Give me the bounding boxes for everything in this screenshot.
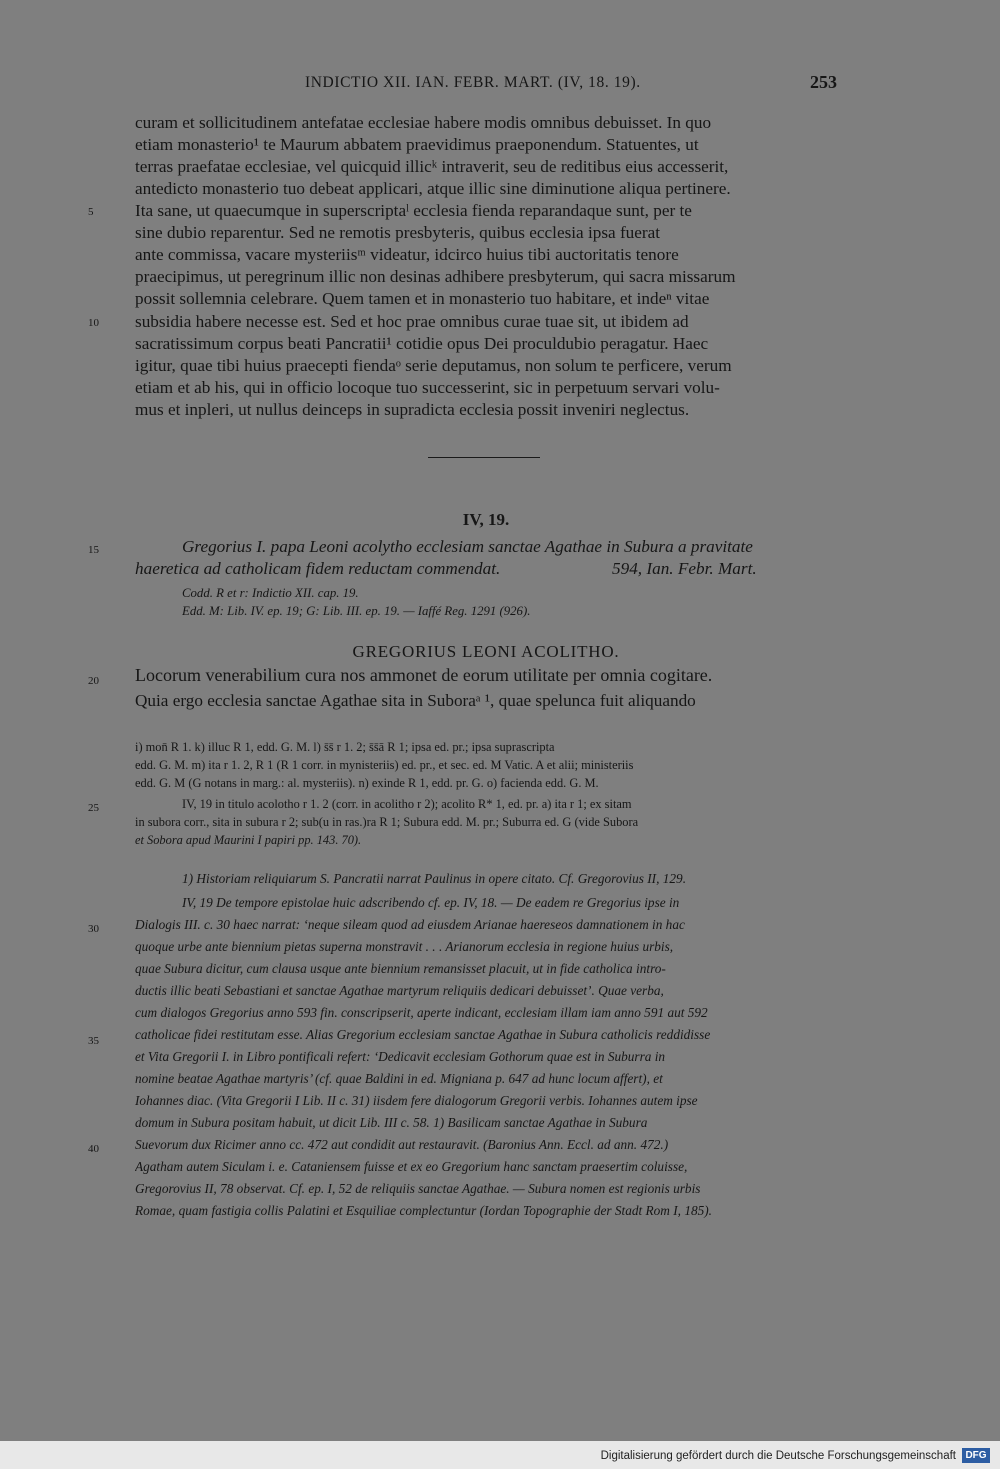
apparatus-line: in subora corr., sita in subura r 2; sub(u in ras.)ra R 1; Subura edd. M. pr.; Suburra ed. G (vide Subora (135, 815, 639, 829)
commentary-line: Gregorovius II, 78 observat. Cf. ep. I, 52 de reliquiis sanctae Agathae. — Subura nomen est regionis urbis (135, 1181, 701, 1196)
text-line: ante commissa, vacare mysteriisᵐ videatur, idcirco huius tibi auctoritatis tenore (135, 245, 679, 264)
running-title: INDICTIO XII. IAN. FEBR. MART. (IV, 18. 19). (305, 74, 641, 91)
text-line: subsidia habere necesse est. Sed et hoc prae omnibus curae tuae sit, ut ibidem ad (135, 312, 689, 331)
commentary-line: quae Subura dicitur, cum clausa usque ante biennium remansisset placuit, ut in fide catholica intro- (135, 961, 666, 976)
commentary-line: Suevorum dux Ricimer anno cc. 472 aut condidit aut restauravit. (Baronius Ann. Eccl. ad ann. 472.) (135, 1137, 669, 1152)
sources-line: Codd. R et r: Indictio XII. cap. 19. (182, 586, 359, 600)
text-line: antedicto monasterio tuo debeat applicari, atque illic sine diminutione aliqua pertinere. (135, 179, 731, 198)
commentary-line: Romae, quam fastigia collis Palatini et Esquiliae complectuntur (Iordan Topographie der Stadt Rom I, 185). (135, 1203, 713, 1218)
summary-date: 594, Ian. Febr. Mart. (612, 559, 757, 578)
commentary-line: cum dialogos Gregorius anno 593 fin. conscripserit, aperte indicant, ecclesiam illam iam anno 591 aut 592 (135, 1005, 708, 1020)
line-number: 30 (88, 923, 99, 935)
text-line: terras praefatae ecclesiae, vel quicquid illicᵏ intraverit, seu de reditibus eius accesserit, (135, 157, 729, 176)
page-number: 253 (810, 72, 837, 92)
section-divider (428, 457, 540, 458)
line-number: 20 (88, 675, 99, 687)
text-line: etiam et ab his, qui in officio locoque tuo successerint, sic in perpetuum servari volu- (135, 378, 720, 397)
line-number: 40 (88, 1143, 99, 1155)
line-number: 10 (88, 317, 99, 329)
apparatus-line: IV, 19 in titulo acolotho r 1. 2 (corr. in acolitho r 2); acolito R* 1, ed. pr. a) ita r 1; ex sitam (182, 797, 632, 811)
text-line: etiam monasterio¹ te Maurum abbatem praevidimus praeponendum. Statuentes, ut (135, 135, 699, 154)
letter-line: Locorum venerabilium cura nos ammonet de eorum utilitate per omnia cogitare. (135, 665, 713, 685)
text-line: sacratissimum corpus beati Pancratii¹ cotidie opus Dei proculdubio peragatur. Haec (135, 334, 709, 353)
text-line: Ita sane, ut quaecumque in superscriptaˡ ecclesia fienda reparandaque sunt, per te (135, 201, 692, 220)
commentary-line: ductis illic beati Sebastiani et sanctae Agathae martyrum reliquiis dedicari debuisset’. Quae verba, (135, 983, 664, 998)
line-number: 15 (88, 544, 99, 556)
text-line: curam et sollicitudinem antefatae ecclesiae habere modis omnibus debuisset. In quo (135, 113, 712, 132)
commentary-line: nomine beatae Agathae martyris’ (cf. quae Baldini in ed. Migniana p. 647 ad hunc locum affert), et (135, 1071, 663, 1086)
sources-line: Edd. M: Lib. IV. ep. 19; G: Lib. III. ep. 19. — Iaffé Reg. 1291 (926). (182, 604, 531, 618)
commentary-line: Dialogis III. c. 30 haec narrat: ‘neque sileam quod ad eiusdem Arianae haereseos damnationem in hac (135, 917, 685, 932)
commentary-line: Iohannes diac. (Vita Gregorii I Lib. II c. 31) iisdem fere dialogorum Gregorii verbis. Iohannes autem ipse (135, 1093, 698, 1108)
text-line: sine dubio reparentur. Sed ne remotis presbyteris, quibus ecclesia ipsa fuerat (135, 223, 661, 242)
commentary-line: quoque urbe ante biennium pietas superna monstravit . . . Arianorum ecclesia in regione huius urbis, (135, 939, 674, 954)
letter-heading: IV, 19. (462, 510, 510, 529)
commentary-line: domum in Subura positam habuit, ut dicit Lib. III c. 58. 1) Basilicam sanctae Agathae in Subura (135, 1115, 648, 1130)
text-line: igitur, quae tibi huius praecepti fiendaᵒ serie deputamus, non solum te perficere, verum (135, 356, 732, 375)
line-number: 5 (88, 206, 94, 218)
apparatus-line: et Sobora apud Maurini I papiri pp. 143. 70). (135, 833, 362, 847)
letter-line: Quia ergo ecclesia sanctae Agathae sita in Suboraᵃ ¹, quae spelunca fuit aliquando (135, 691, 696, 710)
commentary-line: catholicae fidei restitutam esse. Alias Gregorium ecclesiam sanctae Agathae in Subura catholicis reddidisse (135, 1027, 711, 1042)
line-number: 35 (88, 1035, 99, 1047)
apparatus-line: i) mon̄ R 1. k) illuc R 1, edd. G. M. l) s̄s̄ r 1. 2; s̄s̄ā R 1; ipsa ed. pr.; ipsa suprascripta (135, 740, 555, 754)
commentary-line: IV, 19 De tempore epistolae huic adscribendo cf. ep. IV, 18. — De eadem re Gregorius ipse in (182, 895, 680, 910)
letter-address: GREGORIUS LEONI ACOLITHO. (352, 642, 620, 661)
commentary-line: et Vita Gregorii I. in Libro pontificali refert: ‘Dedicavit ecclesiam Gothorum quae est in Suburra in (135, 1049, 666, 1064)
line-number: 25 (88, 802, 99, 814)
text-line: praecipimus, ut peregrinum illic non desinas adhibere presbyterum, qui sacra missarum (135, 267, 736, 286)
commentary-line: Agatham autem Siculam i. e. Cataniensem fuisse et ex eo Gregorium hanc sanctam praesertim coluisse, (135, 1159, 688, 1174)
text-line: possit sollemnia celebrare. Quem tamen et in monasterio tuo habitare, et indeⁿ vitae (135, 289, 710, 308)
running-header (135, 72, 837, 98)
summary-line: haeretica ad catholicam fidem reductam commendat. (135, 559, 501, 578)
commentary-line: 1) Historiam reliquiarum S. Pancratii narrat Paulinus in opere citato. Cf. Gregorovius II, 129. (182, 871, 687, 886)
apparatus-line: edd. G. M (G notans in marg.: al. mysteriis). n) exinde R 1, edd. pr. G. o) facienda edd. G. M. (135, 776, 599, 790)
digitization-notice: Digitalisierung gefördert durch die Deutsche Forschungsgemeinschaft (600, 1450, 956, 1462)
text-line: mus et inpleri, ut nullus deinceps in supradicta ecclesia possit inveniri neglectus. (135, 400, 690, 419)
dfg-logo: DFG (962, 1448, 990, 1463)
apparatus-line: edd. G. M. m) ita r 1. 2, R 1 (R 1 corr. in mynisteriis) ed. pr., et sec. ed. M Vatic. A et alii; ministeriis (135, 758, 634, 772)
summary-line: Gregorius I. papa Leoni acolytho ecclesiam sanctae Agathae in Subura a pravitate (182, 537, 753, 556)
digitization-footer (0, 1441, 1000, 1469)
